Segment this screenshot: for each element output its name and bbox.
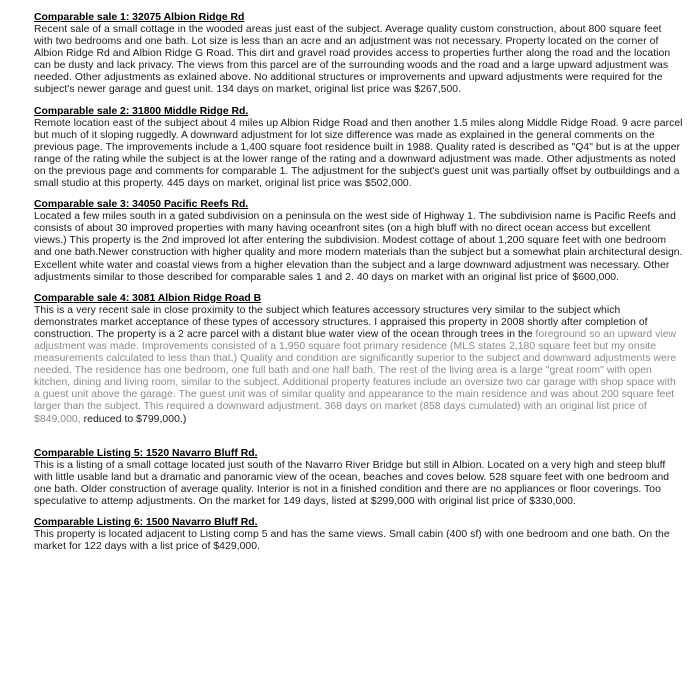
comparable-listing-5-description: This is a listing of a small cottage located just south of the Navarro River Bridge but still in Albion. Located on a very high and steep bluff with little usable land but a dramatic and panoramic view of the ocean, beaches and coves below. 528 square feet with one bedroom and one bath. Older construction of average quality. Interior is not in a finished condition and there are no appliances or floor coverings. Too speculative to attemp adjustments. On the market for 149 days, listed at $299,000 with original list price of $330,000. xyxy=(34,459,670,507)
comparable-sale-4-description-dark: This is a very recent sale in close proximity to the subject which features accessory structures very similar to the subject which demonstrates market acceptance of these types of accessory structures. I appraised this property in 2008 shortly after completion of construction. The property is a 2 acre parcel with a distant blue water view of the ocean through trees in the xyxy=(34,304,648,340)
comparable-listing-6-description: This property is located adjacent to Listing comp 5 and has the same views. Small cabin (400 sf) with one bedroom and one bath. On the market for 122 days with a list price of $429,000. xyxy=(34,529,670,553)
comparable-sale-4-description xyxy=(34,305,683,426)
comparable-listing-6-heading: Comparable Listing 6: 1500 Navarro Bluff Rd. xyxy=(34,517,258,528)
comparable-sale-3-description: Located a few miles south in a gated subdivision on a peninsula on the west side of Highway 1. The subdivision name is Pacific Reefs and consists of about 30 improved properties with many having oceanfront sites (on a high bluff with no direct ocean access but excellent views.) This property is the 2nd improved lot after entering the subdivision. Modest cottage of about 1,200 square feet with one bedroom and one bath.Newer construction with higher quality and more modern materials than the subject but a somewhat plain architectural design. Excellent white water and coastal views from a higher elevation than the subject and a large downward adjustment was necessary. Other adjustments similar to those described for comparable sales 1 and 2. 40 days on market with an original list price of $600,000. xyxy=(34,211,683,283)
comparable-listing-5 xyxy=(34,448,683,508)
comparable-sale-2-heading: Comparable sale 2: 31800 Middle Ridge Rd. xyxy=(34,105,249,117)
comparable-sale-2-description: Remote location east of the subject about 4 miles up Albion Ridge Road and then another 1.5 miles along Middle Ridge Road. 9 acre parcel but much of it sloping ruggedly. A downward adjustment for lot size difference was made as explained in the general comments on the previous page. The improvements include a 1,400 square foot residence built in 1988. Quality rated is described as "Q4" but is at the upper range of the rating while the subject is at the lower range of the rating and a downward adjustment was made. Other adjustments as noted on the previous page and comments for comparable 1. The adjustment for the subject's guest unit was partially offset by outbuildings and a small studio at this property. 445 days on market, original list price was $502,000. xyxy=(34,117,683,190)
comparable-sale-3-heading: Comparable sale 3: 34050 Pacific Reefs Rd. xyxy=(34,199,249,211)
comparable-listing-6 xyxy=(34,517,683,553)
comparable-listing-5-heading: Comparable Listing 5: 1520 Navarro Bluff Rd. xyxy=(34,447,258,459)
comparable-sale-1-heading: Comparable sale 1: 32075 Albion Ridge Rd xyxy=(34,12,245,23)
comparable-sale-3 xyxy=(34,199,683,284)
comparable-sale-2 xyxy=(34,106,683,191)
comparable-sale-4-description-end: reduced to $799,000.) xyxy=(83,413,187,425)
comparable-sale-4 xyxy=(34,293,683,426)
comparable-sale-1 xyxy=(34,12,683,97)
comparable-sale-4-heading: Comparable sale 4: 3081 Albion Ridge Road B xyxy=(34,292,262,304)
comparable-sale-4-description-faded: foreground so an upward view adjustment was made. Improvements consisted of a 1,950 square foot primary residence (MLS states 2,180 square feet but my onsite measurements calculated to less than that.) Quality and condition are significantly superior to the subject and downward adjustments were needed. The residence has one bedroom, one full bath and one half bath. The rest of the living area is a large "great room" with open kitchen, dining and living room, similar to the subject. Additional property features include an oversize two car garage with shop space with a guest unit above the garage. The guest unit was of similar quality and appearance to the main residence and was about 200 square feet larger than the subject. This required a downward adjustment. 368 days on market (858 days cumulated) with an original list price of $849,000, xyxy=(34,328,677,425)
comparable-sale-1-description: Recent sale of a small cottage in the wooded areas just east of the subject. Average quality custom construction, about 800 square feet with two bedrooms and one bath. Lot size is less than an acre and an adjustment was not necessary. Property located on the corner of Albion Ridge Rd and Albion Ridge G Road. This dirt and gravel road provides access to properties further along the road and the location can be dusty and lack privacy. The views from this parcel are of the surrounding woods and the road and a large upward adjustment was needed. Other adjustments as exlained above. No additional structures or improvements and upward adjustments were required for the subject's newer garage and guest unit. 134 days on market, original list price was $267,500. xyxy=(34,24,671,96)
